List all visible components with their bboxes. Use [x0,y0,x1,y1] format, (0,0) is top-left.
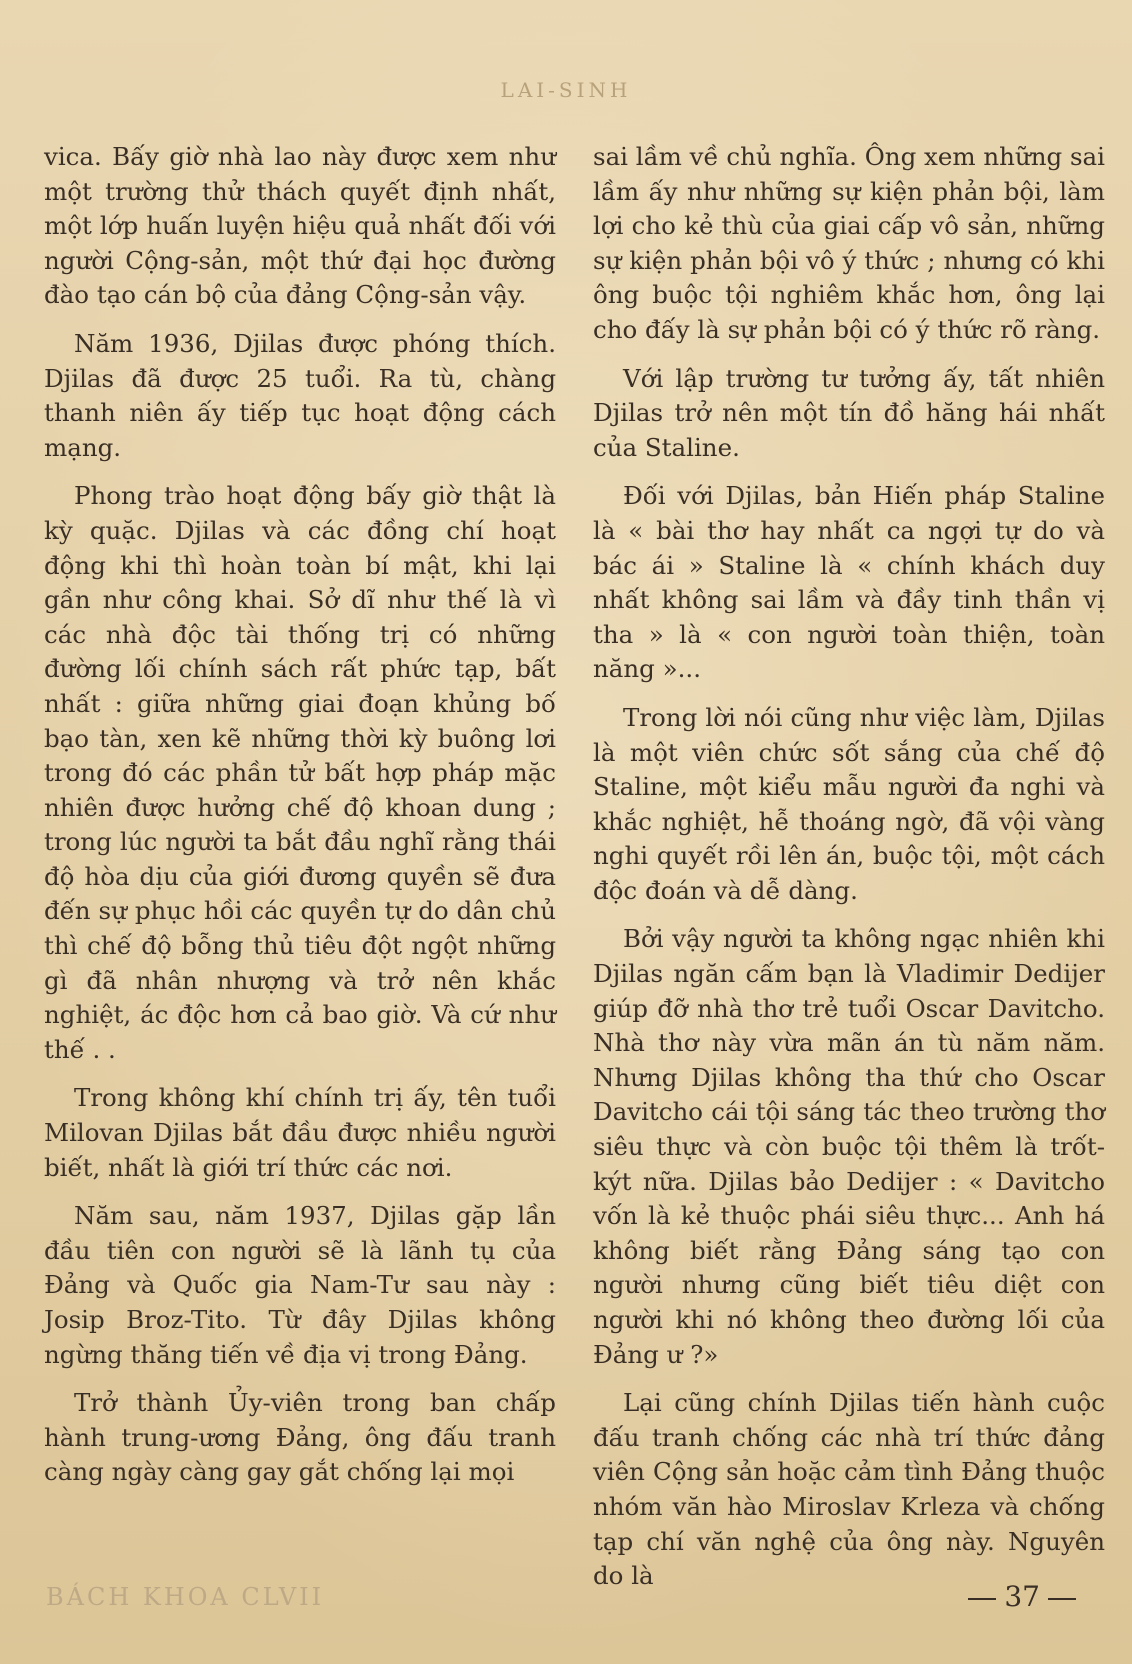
left-column [44,140,556,1504]
paragraph: vica. Bấy giờ nhà lao này được xem như một trường thử thách quyết định nhất, một lớp huấn luyện hiệu quả nhất đối với người Cộng-sản, một thứ đại học đường đào tạo cán bộ của đảng Cộng-sản vậy. [44,142,556,310]
paragraph: sai lầm về chủ nghĩa. Ông xem những sai lầm ấy như những sự kiện phản bội, làm lợi cho kẻ thù của giai cấp vô sản, những sự kiện phản bội vô ý thức ; nhưng có khi ông buộc tội nghiêm khắc hơn, ông lại cho đấy là sự phản bội có ý thức rõ ràng. [593,142,1105,344]
magazine-footer: BÁCH KHOA CLVII [46,1583,325,1611]
page-number: 37 [1004,1580,1040,1613]
paragraph: Năm 1936, Djilas được phóng thích. Djilas đã được 25 tuổi. Ra tù, chàng thanh niên ấy tiếp tục hoạt động cách mạng. [44,328,556,462]
paragraph: Bởi vậy người ta không ngạc nhiên khi Djilas ngăn cấm bạn là Vladimir Dedijer giúp đỡ nhà thơ trẻ tuổi Oscar Davitcho. Nhà thơ này vừa mãn án tù năm năm. Nhưng Djilas không tha thứ cho Oscar Davitcho cái tội sáng tác theo trường thơ siêu thực và còn buộc tội thêm là trốt-kýt nữa. Djilas bảo Dedijer : « Davitcho vốn là kẻ thuộc phái siêu thực... Anh há không biết rằng Đảng sáng tạo con người nhưng cũng biết tiêu diệt con người khi nó không theo đường lối của Đảng ư ?» [593,924,1105,1369]
page-number-footer [960,1580,1084,1613]
running-head: LAI-SINH [500,78,632,102]
dash-ornament [968,1598,996,1600]
paragraph: Năm sau, năm 1937, Djilas gặp lần đầu tiên con người sẽ là lãnh tụ của Đảng và Quốc gia Nam-Tư sau này : Josip Broz-Tito. Từ đây Djilas không ngừng thăng tiến về địa vị trong Đảng. [44,1201,556,1369]
paragraph: Trở thành Ủy-viên trong ban chấp hành trung-ương Đảng, ông đấu tranh càng ngày càng gay gắt chống lại mọi [44,1388,556,1487]
paragraph: Đối với Djilas, bản Hiến pháp Staline là « bài thơ hay nhất ca ngợi tự do và bác ái » Staline là « chính khách duy nhất không sai lầm và đầy tinh thần vị tha » là « con người toàn thiện, toàn năng »... [593,481,1105,684]
paragraph: Trong lời nói cũng như việc làm, Djilas là một viên chức sốt sắng của chế độ Staline, một kiểu mẫu người đa nghi và khắc nghiệt, hễ thoáng ngờ, đã vội vàng nghi quyết rồi lên án, buộc tội, một cách độc đoán và dễ dàng. [593,702,1105,905]
paragraph: Với lập trường tư tưởng ấy, tất nhiên Djilas trở nên một tín đồ hăng hái nhất của Staline. [593,363,1105,462]
paragraph: Phong trào hoạt động bấy giờ thật là kỳ quặc. Djilas và các đồng chí hoạt động khi thì hoàn toàn bí mật, khi lại gần như công khai. Sở dĩ như thế là vì các nhà độc tài thống trị có những đường lối chính sách rất phức tạp, bất nhất : giữa những giai đoạn khủng bố bạo tàn, xen kẽ những thời kỳ buông lơi trong đó các phần tử bất hợp pháp mặc nhiên được hưởng chế độ khoan dung ; trong lúc người ta bắt đầu nghĩ rằng thái độ hòa dịu của giới đương quyền sẽ đưa đến sự phục hồi các quyền tự do dân chủ thì chế độ bỗng thủ tiêu đột ngột những gì đã nhân nhượng và trở nên khắc nghiệt, ác độc hơn cả bao giờ. Và cứ như thế . . [44,481,556,1064]
paragraph: Trong không khí chính trị ấy, tên tuổi Milovan Djilas bắt đầu được nhiều người biết, nhất là giới trí thức các nơi. [44,1083,556,1182]
right-column [593,140,1105,1608]
dash-ornament [1048,1598,1076,1600]
paragraph: Lại cũng chính Djilas tiến hành cuộc đấu tranh chống các nhà trí thức đảng viên Cộng sản hoặc cảm tình Đảng thuộc nhóm văn hào Miroslav Krleza và chống tạp chí văn nghệ của ông này. Nguyên do là [593,1388,1105,1591]
